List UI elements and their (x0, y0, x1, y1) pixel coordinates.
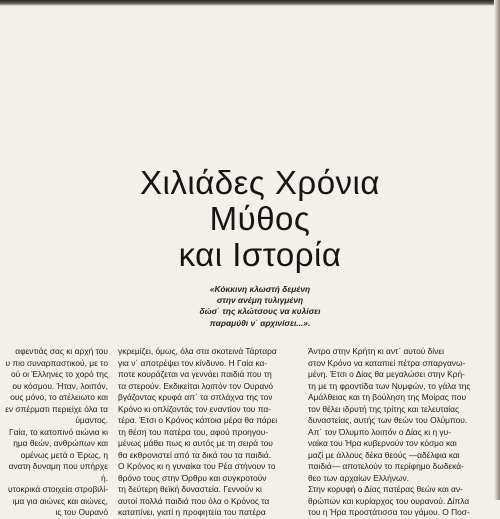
column-line: αυτοί πολλά παιδιά που όλα ο Κρόνος τα (118, 495, 270, 506)
column-line: τη με τη φροντίδα των Νυμφών, το γάλα της (308, 380, 471, 391)
title-line-3: και Ιστορία (178, 236, 342, 273)
column-line: ους μόνο, το ατέλειωτο και (10, 392, 108, 402)
column-line: ημα θεών, ανθρώπων και (13, 438, 108, 448)
column-line: μαζί με άλλους δέκα θεούς —αδέλφια και (308, 449, 460, 460)
epigraph-quote (110, 284, 410, 329)
column-line: θα εκθρονιστεί από τα δικά του τα παιδιά. (118, 449, 272, 460)
column-line: τον θέλει ιδρυτή της τρίτης και τελευταίας (308, 403, 460, 414)
column-line: Στην κορυφή ο Δίας πατέρας θεών και αν- (308, 484, 463, 494)
epigraph-line: στην ανέμη τυλιγμένη (216, 295, 304, 306)
scan-edge-top (0, 0, 500, 6)
column-line: δυναστείας, αυτής των θεών του Ολύμπου. (308, 415, 468, 425)
column-line: βγάζοντας κρυφά απ΄ τα σπλάχνα της τον (118, 392, 273, 402)
column-line: Απ΄ τον Όλυμπο λοιπόν ο Δίας κι η γυ- (308, 426, 451, 437)
column-line: τη θέση του πατέρα του, αφού προηγου- (118, 426, 269, 437)
column-line: ύμαντος. (75, 415, 108, 425)
text-column-right (308, 346, 494, 519)
column-line: ιμα για αιώνες και αιώνες, (12, 495, 108, 506)
column-line: αφεντιάς σας κι αρχή του (15, 346, 108, 356)
column-line: του η Ήρα προστάτισσα του γάμου. Ο Ποσ- (308, 507, 470, 517)
column-line: τα στερούν. Εκδικείται λοιπόν τον Ουρανό (118, 380, 274, 391)
column-line: μένως μάθει πως κι αυτός με τη σειρά του (118, 438, 273, 448)
column-line: θρόνο τους στην Όρθρυ και συγκροτούν (118, 472, 267, 483)
column-line: Ο Κρόνος κι η γυναίκα του Ρέα στήνουν το (118, 461, 276, 471)
column-line: καταπίνει, γιατί η προφητεία του πατέρα (118, 507, 266, 517)
text-column-left (0, 346, 110, 519)
column-line: Γαία, το κατοπινό αιώνια κι (9, 426, 108, 437)
column-line: εν σπέρματι περιείχε όλα τα (5, 403, 108, 414)
column-line: τη δεύτερη θεϊκή δυναστεία. Γεννούν κι (118, 484, 262, 494)
column-line: Κρόνο κι οπλίζοντάς τον εναντίον του πα- (118, 403, 271, 414)
column-line: υτοκρικά στοιχεία στροβιλί- (8, 484, 108, 494)
article-title (110, 165, 410, 273)
column-line: ις του Ουρανό (55, 507, 108, 517)
epigraph-line: «Κόκκινη κλωστή δεμένη (209, 284, 311, 294)
column-line: για ν΄ αποτρέψει τον κίνδυνο. Η Γαία κα- (118, 357, 268, 368)
column-line: ή. (101, 472, 108, 483)
column-line: ού οι Έλληνες το χορό της (10, 369, 108, 379)
column-line: γκρεμίζει, όμως, όλα στα σκοτεινά Τάρταρα (118, 346, 277, 356)
column-line: ναίκα του Ήρα κυβερνούν τον κόσμο και (308, 438, 457, 448)
column-line: ανατη δυναμη που υπήρχε (8, 461, 108, 471)
scan-edge-right (494, 0, 500, 500)
column-line: θεο των αρχαίων Ελλήνων. (308, 472, 410, 483)
column-line: υ πιο συναρπαστικού, με το (5, 357, 108, 368)
column-line: ποτε κουράζεται να γεννάει παιδιά που τη (118, 369, 272, 379)
column-line: θρώπων και κυρίαρχος του ουρανού. Δίπλα (308, 495, 470, 506)
column-line: τέρα. Έτσι ο Κρόνος κάποια μέρα θα πάρει (118, 415, 278, 425)
column-line: ου κόσμου. Ήταν, λοιπόν, (12, 380, 108, 391)
title-line-1: Χιλιάδες Χρόνια (140, 164, 380, 201)
column-line: ομένως μετά ο Έρως, η (20, 449, 108, 460)
title-line-2: Μύθος (209, 200, 311, 237)
column-line: μένη. Έτσι ο Δίας θα μεγαλώσει στην Κρή- (308, 369, 465, 379)
column-line: στον Κρόνο να καταπιεί πέτρα σπαργανω- (308, 357, 466, 368)
epigraph-line: δώσ΄ της κλώτσους να κυλίσει (199, 306, 321, 317)
epigraph-line: παραμύθι ν΄ αρχινίσει...». (209, 317, 311, 328)
column-line: Άντρο στην Κρήτη κι αντ΄ αυτού δίνει (308, 346, 444, 356)
text-column-middle (118, 346, 298, 519)
column-line: παιδιά— αποτελούν το περίφημο δωδεκά- (308, 461, 464, 471)
column-line: Αμάλθειας και τη βούληση της Μοίρας που (308, 392, 467, 402)
